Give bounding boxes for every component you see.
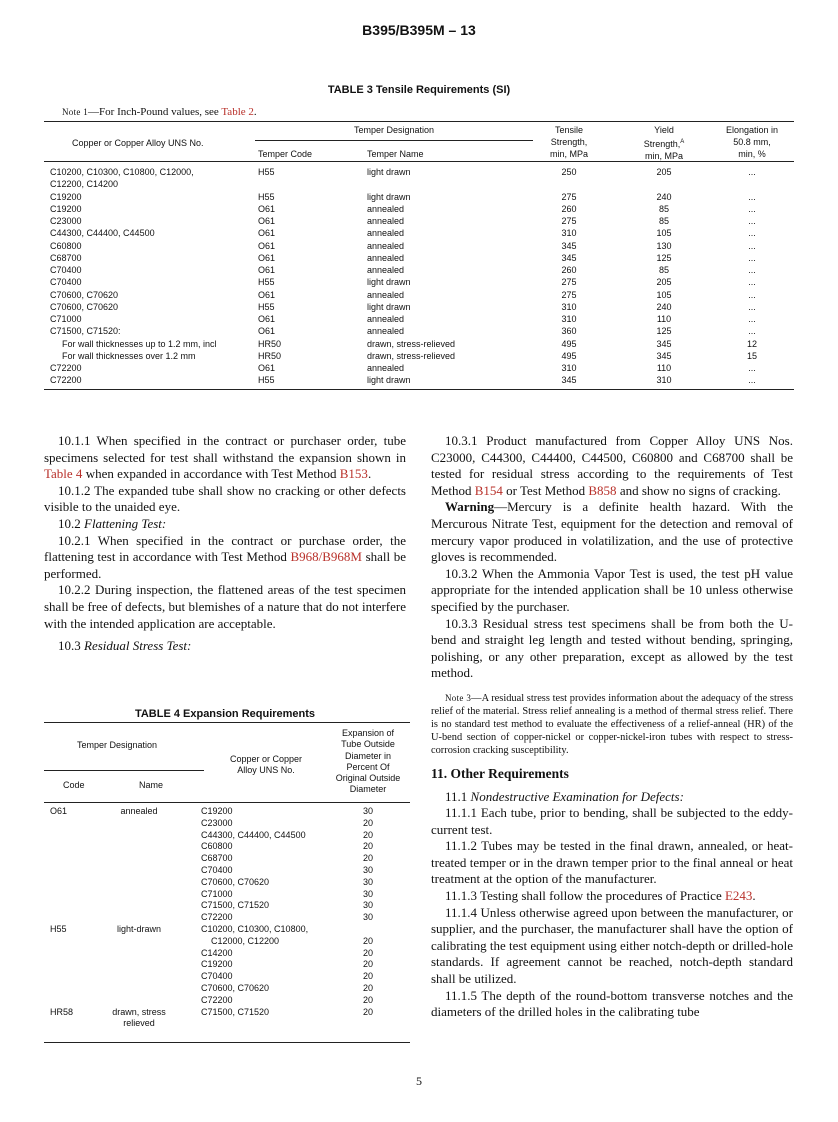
para-11-1-5: 11.1.5 The depth of the round-bottom transverse notches and the diameters of the drilled holes in the calibrating tube <box>431 987 793 1020</box>
t3-cell-code: O61 <box>258 216 276 226</box>
para-10-1-2: 10.1.2 The expanded tube shall show no cracking or other defects visible to the unaided eye. <box>44 482 406 515</box>
para-11-1: 11.1 Nondestructive Examination for Defects: <box>445 788 684 804</box>
t3-cell-uns: C60800 <box>50 240 82 251</box>
t4-cell-uns: C19200 <box>201 959 233 970</box>
t3-cell-code: H55 <box>258 167 275 177</box>
t3-cell-name: light drawn <box>367 301 411 312</box>
t4-cell-uns: C70400 <box>201 971 233 982</box>
th-tensile: Tensile Strength, min, MPa <box>549 125 588 159</box>
t3-cell-elong: ... <box>748 363 756 373</box>
t3-cell-yield: 125 <box>656 326 672 337</box>
th-yield: Yield Strength,$^A$ min, MPa <box>643 125 685 161</box>
left-column <box>44 433 406 655</box>
th4-name: Name <box>139 780 164 790</box>
b858-link[interactable]: B858 <box>588 482 617 498</box>
t3-cell-name: annealed <box>367 289 405 300</box>
t3-cell-uns: C70600, C70620 <box>50 301 119 312</box>
t4-cell-exp: 20 <box>362 947 373 958</box>
t3-cell-uns: C44300, C44400, C44500 <box>50 228 155 239</box>
t3-cell-elong: ... <box>748 314 756 324</box>
t3-cell-elong: 12 <box>746 338 757 349</box>
t4-cell-code: O61 <box>50 806 68 816</box>
t3-cell-tensile: 310 <box>561 301 577 312</box>
t3-cell-elong: ... <box>748 375 756 386</box>
table4-link[interactable]: Table 4 <box>44 466 83 482</box>
t3-cell-yield: 345 <box>656 338 672 349</box>
t3-cell-tensile: 345 <box>561 375 577 386</box>
t3-cell-tensile: 275 <box>561 191 577 202</box>
t4-cell-uns: C72200 <box>201 994 233 1005</box>
th-uns: Copper or Copper Alloy UNS No. <box>72 138 204 148</box>
t3-cell-yield: 85 <box>658 265 669 275</box>
t4-cell-exp: 20 <box>362 829 373 840</box>
t3-cell-tensile: 260 <box>561 265 577 275</box>
t3-cell-tensile: 345 <box>561 252 577 263</box>
t3-cell-name: light drawn <box>367 375 411 386</box>
t3-cell-tensile: 495 <box>561 338 577 349</box>
t4-cell-exp: 30 <box>362 900 373 911</box>
table3-title: TABLE 3 Tensile Requirements (SI) <box>327 84 511 96</box>
t4-cell-uns: C70600, C70620 <box>201 876 270 887</box>
para-11-1-2: 11.1.2 Tubes may be tested in the final drawn, annealed, or heat-treated temper or in the drawn temper prior to the final anneal or heat treatment at the option of the manufacturer. <box>431 838 793 887</box>
t3-cell-yield: 125 <box>656 252 672 263</box>
table3 <box>44 121 794 391</box>
t3-cell-code: H55 <box>258 191 275 202</box>
t3-cell-elong: ... <box>748 326 756 337</box>
t3-cell-name: drawn, stress-relieved <box>367 350 456 361</box>
t4-cell-uns: C60800 <box>201 841 233 852</box>
t4-cell-exp: 20 <box>362 853 373 864</box>
note-label: Note 1 <box>62 107 89 117</box>
t4-cell-exp: 20 <box>362 983 373 993</box>
para-10-3-3: 10.3.3 Residual stress test specimens shall be from both the U-bend and straight leg length and tested without bending, springing, polishing, or any other preparation, except as allowed by the test method. <box>431 615 793 681</box>
para-10-2-2: 10.2.2 During inspection, the flattened areas of the test specimen shall be free of defects, but blemishes of a nature that do not interfere with the intended application are acceptable. <box>44 582 406 631</box>
t3-cell-yield: 110 <box>656 363 672 373</box>
t3-cell-uns: C19200 <box>50 203 82 214</box>
t3-cell-name: annealed <box>367 363 405 373</box>
t4-cell-uns: C44300, C44400, C44500 <box>201 829 306 840</box>
t3-cell-uns: C72200 <box>50 363 82 373</box>
t3-cell-yield: 310 <box>656 375 672 386</box>
t3-cell-yield: 105 <box>656 228 672 239</box>
t4-cell-uns: C71500, C71520 <box>201 1006 270 1017</box>
para-10-2-1: 10.2.1 When specified in the contract or purchase order, the flattening test in accordance with Test Method B968/B968M shall be performed. <box>44 532 406 581</box>
th-temper-designation: Temper Designation <box>353 125 435 135</box>
t3-cell-code: O61 <box>258 314 276 324</box>
t3-cell-yield: 205 <box>656 167 672 177</box>
t3-cell-tensile: 275 <box>561 289 577 300</box>
t4-cell-uns: C19200 <box>201 806 233 816</box>
right-column <box>431 433 793 1021</box>
t3-cell-code: HR50 <box>258 350 282 361</box>
table2-link[interactable]: Table 2 <box>221 106 254 118</box>
t4-cell-exp: 20 <box>362 935 373 946</box>
t4-cell-uns: C71000 <box>201 888 233 899</box>
t3-cell-yield: 240 <box>656 191 672 202</box>
t4-cell-name: drawn, stress <box>112 1006 166 1017</box>
t3-cell-uns: C70600, C70620 <box>50 289 119 300</box>
t3-cell-elong: ... <box>748 301 756 312</box>
table3-note: Note 1—For Inch-Pound values, see Table 2. <box>62 106 257 118</box>
t3-cell-yield: 110 <box>656 314 672 324</box>
t4-cell-exp: 20 <box>362 841 373 852</box>
t3-cell-elong: ... <box>748 277 756 288</box>
t4-cell-name: relieved <box>123 1018 155 1029</box>
t3-cell-code: O61 <box>258 252 276 263</box>
t3-cell-elong: ... <box>748 216 756 226</box>
page-number: 5 <box>416 1074 422 1088</box>
t3-cell-uns: C12200, C14200 <box>50 179 119 190</box>
t4-cell-uns: C10200, C10300, C10800, <box>201 924 309 934</box>
t3-cell-uns: C70400 <box>50 265 82 275</box>
th4-temper-designation: Temper Designation <box>77 740 158 750</box>
t4-cell-exp: 20 <box>362 1006 373 1017</box>
t3-cell-tensile: 310 <box>561 314 577 324</box>
t3-cell-uns: C10200, C10300, C10800, C12000, <box>50 167 194 177</box>
t3-cell-code: O61 <box>258 265 276 275</box>
t4-cell-uns: C23000 <box>201 817 233 828</box>
t3-cell-code: O61 <box>258 228 276 239</box>
t3-cell-elong: ... <box>748 228 756 239</box>
para-11-1-3: 11.1.3 Testing shall follow the procedures of Practice E243. <box>445 888 756 904</box>
section-11-heading: 11. Other Requirements <box>431 765 569 781</box>
t3-cell-tensile: 275 <box>561 277 577 288</box>
t4-cell-exp: 30 <box>362 876 373 887</box>
t4-cell-code: HR58 <box>50 1006 74 1017</box>
b154-link[interactable]: B154 <box>474 482 503 498</box>
t3-cell-elong: ... <box>748 265 756 275</box>
t4-cell-exp: 30 <box>362 865 373 875</box>
t3-cell-uns: For wall thicknesses over 1.2 mm <box>62 350 196 361</box>
th4-expansion: Expansion of Tube Outside Diameter in Percent Of Original Outside Diameter <box>335 728 401 795</box>
t3-cell-uns: C70400 <box>50 277 82 288</box>
t3-cell-tensile: 310 <box>561 228 577 239</box>
note-text: —For Inch-Pound values, see <box>88 106 222 118</box>
e243-link[interactable]: E243 <box>724 888 753 904</box>
t3-cell-name: annealed <box>367 203 405 214</box>
t3-cell-name: drawn, stress-relieved <box>367 338 456 349</box>
t3-cell-code: H55 <box>258 277 275 288</box>
t3-cell-yield: 240 <box>656 301 672 312</box>
para-11-1-1: 11.1.1 Each tube, prior to bending, shall be subjected to the eddy-current test. <box>431 805 793 837</box>
t4-cell-name: annealed <box>120 806 158 816</box>
t3-cell-tensile: 360 <box>561 326 577 337</box>
t3-cell-yield: 85 <box>658 216 669 226</box>
t3-cell-uns: C71500, C71520: <box>50 326 121 337</box>
th-elongation: Elongation in 50.8 mm, min, % <box>725 125 779 159</box>
t4-cell-uns: C12000, C12200 <box>211 935 280 946</box>
t3-cell-uns: For wall thicknesses up to 1.2 mm, incl <box>62 338 217 349</box>
th-temper-name: Temper Name <box>367 149 424 159</box>
t3-cell-code: O61 <box>258 289 276 300</box>
t4-cell-uns: C14200 <box>201 947 233 958</box>
t3-cell-name: light drawn <box>367 191 411 202</box>
t3-cell-name: annealed <box>367 240 405 251</box>
t3-cell-code: O61 <box>258 240 276 251</box>
t3-cell-tensile: 345 <box>561 240 577 251</box>
t4-cell-code: H55 <box>50 924 67 934</box>
t4-cell-exp: 30 <box>362 888 373 899</box>
note-3: Note 3—A residual stress test provides information about the adequacy of the stress relief of the material. Stress relief annealing is a method of thermal stress relief. There is no standard test method to evaluate the effectiveness of a relief-anneal (HR) of the U-bend section of copper-nickel or copper-nickel-iron tubes with respect to stress-corrosion cracking susceptibility. <box>431 692 794 756</box>
t3-cell-tensile: 250 <box>561 167 577 177</box>
para-10-3-1: 10.3.1 Product manufactured from Copper Alloy UNS Nos. C23000, C44300, C44400, C44500, C60800 and C68700 shall be tested for residual stress according to the requirements of Test Method B154 or Test Method B858 and show no signs of cracking. <box>431 433 793 498</box>
t3-cell-uns: C23000 <box>50 216 82 226</box>
t3-cell-code: H55 <box>258 301 275 312</box>
t3-cell-uns: C19200 <box>50 191 82 202</box>
warning-para: Warning—Mercury is a definite health hazard. With the Mercurous Nitrate Test, equipment for the detection and removal of mercury vapor produced in volatilization, and the use of protective gloves is recommended. <box>431 499 793 565</box>
t4-cell-uns: C72200 <box>201 912 233 923</box>
t4-cell-exp: 20 <box>362 817 373 828</box>
para-10-3: 10.3 Residual Stress Test: <box>58 638 192 654</box>
b968-link[interactable]: B968/B968M <box>290 549 362 565</box>
t4-cell-exp: 20 <box>362 994 373 1005</box>
t3-cell-elong: 15 <box>746 350 757 361</box>
table4 <box>44 722 410 1044</box>
t3-cell-yield: 85 <box>658 203 669 214</box>
t3-cell-elong: ... <box>748 240 756 251</box>
t3-cell-uns: C68700 <box>50 252 82 263</box>
t4-cell-uns: C68700 <box>201 853 233 864</box>
t3-cell-elong: ... <box>748 289 756 300</box>
t4-cell-uns: C71500, C71520 <box>201 900 270 911</box>
t3-cell-elong: ... <box>748 191 756 202</box>
b153-link[interactable]: B153 <box>339 466 368 482</box>
t3-cell-name: annealed <box>367 228 405 239</box>
t3-cell-code: O61 <box>258 326 276 337</box>
t3-cell-elong: ... <box>748 252 756 263</box>
t3-cell-name: light drawn <box>367 167 411 177</box>
t3-cell-name: annealed <box>367 265 405 275</box>
t3-cell-code: O61 <box>258 203 276 214</box>
t4-cell-uns: C70400 <box>201 865 233 875</box>
t3-cell-code: HR50 <box>258 338 282 349</box>
t3-cell-yield: 105 <box>656 289 672 300</box>
th-temper-code: Temper Code <box>258 149 313 159</box>
t3-cell-code: H55 <box>258 375 275 386</box>
t3-cell-name: annealed <box>367 252 405 263</box>
t3-cell-yield: 205 <box>656 277 672 288</box>
t3-cell-name: annealed <box>367 326 405 337</box>
para-11-1-4: 11.1.4 Unless otherwise agreed upon between the manufacturer, or supplier, and the purchaser, the manufacturer shall have the option of calibrating the test equipment using either notch-depth or drilled-hole standards. If agreement cannot be reached, notch-depth standard shall be utilized. <box>431 904 793 987</box>
t3-cell-elong: ... <box>748 203 756 214</box>
th4-code: Code <box>63 780 85 790</box>
t3-cell-code: O61 <box>258 363 276 373</box>
table4-title: TABLE 4 Expansion Requirements <box>134 708 316 720</box>
t3-cell-tensile: 275 <box>561 216 577 226</box>
t4-cell-exp: 20 <box>362 959 373 970</box>
t3-cell-yield: 345 <box>656 350 672 361</box>
para-10-2: 10.2 Flattening Test: <box>58 515 167 531</box>
t4-cell-exp: 20 <box>362 971 373 982</box>
t3-cell-tensile: 260 <box>561 203 577 214</box>
th4-uns: Copper or Copper Alloy UNS No. <box>229 754 303 776</box>
para-10-3-2: 10.3.2 When the Ammonia Vapor Test is used, the test pH value appropriate for the intended application shall be 10 unless otherwise specified by the purchaser. <box>431 565 793 614</box>
t3-cell-name: annealed <box>367 314 405 324</box>
t3-cell-uns: C72200 <box>50 375 82 386</box>
document-designation: B395/B395M – 13 <box>362 22 476 38</box>
t3-cell-uns: C71000 <box>50 314 82 324</box>
t3-cell-tensile: 310 <box>561 363 577 373</box>
para-10-1-1: 10.1.1 When specified in the contract or purchaser order, tube specimens selected for test shall withstand the expansion shown in Table 4 when expanded in accordance with Test Method B153. <box>44 433 406 482</box>
t3-cell-yield: 130 <box>656 240 672 251</box>
t3-cell-name: annealed <box>367 216 405 226</box>
t4-cell-exp: 30 <box>362 806 373 816</box>
t4-cell-uns: C70600, C70620 <box>201 983 270 993</box>
t4-cell-exp: 30 <box>362 912 373 923</box>
t4-cell-name: light-drawn <box>116 924 162 934</box>
t3-cell-elong: ... <box>748 167 756 177</box>
t3-cell-name: light drawn <box>367 277 411 288</box>
t3-cell-tensile: 495 <box>561 350 577 361</box>
